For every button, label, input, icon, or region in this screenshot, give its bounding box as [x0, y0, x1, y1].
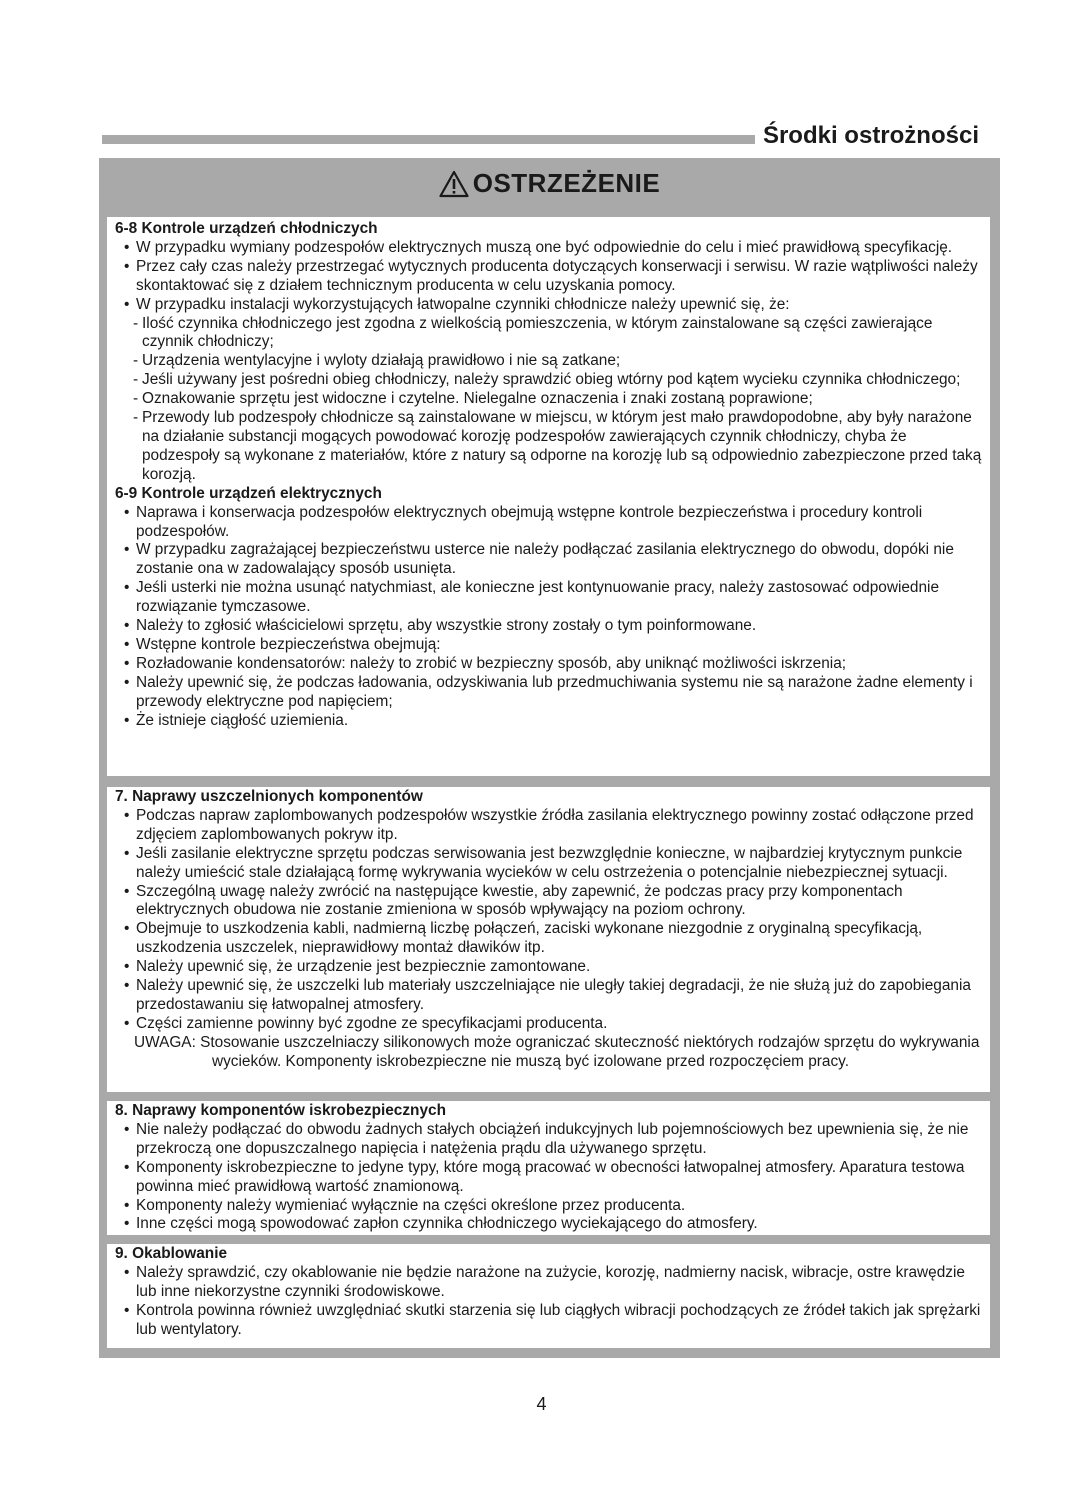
bullet-item: • Części zamienne powinny być zgodne ze specyfikacjami producenta.: [115, 1015, 982, 1034]
bullet-item: • Należy upewnić się, że uszczelki lub materiały uszczelniające nie uległy takiej degradacji, że nie służą już do zapobiegania przedostawaniu się łatwopalnej atmosfery.: [115, 977, 982, 1015]
section-8: [107, 1101, 990, 1235]
bullet-item: • Szczególną uwagę należy zwrócić na następujące kwestie, aby zapewnić, że podczas pracy przy komponentach elektrycznych obudowa nie zostanie zmieniona w sposób wpływający na poziom ochrony.: [115, 883, 982, 921]
dash-item: - Oznakowanie sprzętu jest widoczne i czytelne. Nielegalne oznaczenia i znaki zostaną poprawione;: [115, 390, 982, 409]
bullet-item: • Kontrola powinna również uwzględniać skutki starzenia się lub ciągłych wibracji pochodzących ze źródeł takich jak sprężarki lub wentylatory.: [115, 1302, 982, 1340]
bullet-item: • Podczas napraw zaplombowanych podzespołów wszystkie źródła zasilania elektrycznego powinny zostać odłączone przed zdjęciem zaplombowanych pokryw itp.: [115, 807, 982, 845]
bullet-item: • Wstępne kontrole bezpieczeństwa obejmują:: [115, 636, 982, 655]
bullet-item: • Należy upewnić się, że podczas ładowania, odzyskiwania lub przedmuchiwania systemu nie są narażone żadne elementy i przewody elektryczne pod napięciem;: [115, 674, 982, 712]
header-bar: [102, 135, 755, 144]
dash-item: - Ilość czynnika chłodniczego jest zgodna z wielkością pomieszczenia, w którym zainstalowane są części zawierające czynnik chłodniczy;: [115, 315, 982, 353]
section-heading: 9. Okablowanie: [115, 1245, 228, 1262]
bullet-item: • Należy upewnić się, że urządzenie jest bezpiecznie zamontowane.: [115, 958, 982, 977]
bullet-item: • Nie należy podłączać do obwodu żadnych stałych obciążeń indukcyjnych lub pojemnościowych bez upewnienia się, że nie przekroczą one dopuszczalnego napięcia i natężenia prądu dla używanego sprzętu.: [115, 1121, 982, 1159]
dash-item: - Jeśli używany jest pośredni obieg chłodniczy, należy sprawdzić obieg wtórny pod kątem wycieku czynnika chłodniczego;: [115, 371, 982, 390]
section-heading: 6-9 Kontrole urządzeń elektrycznych: [115, 484, 382, 502]
bullet-item: • Rozładowanie kondensatorów: należy to zrobić w bezpieczny sposób, aby uniknąć możliwości iskrzenia;: [115, 655, 982, 674]
warning-frame: [99, 158, 1000, 1358]
bullet-item: • Jeśli zasilanie elektryczne sprzętu podczas serwisowania jest bezwzględnie konieczne, w najbardziej krytycznym punkcie należy umieścić stale działającą formę wykrywania wycieków w celu ostrzeżenia o potencjalnie niebezpiecznej sytuacji.: [115, 845, 982, 883]
note-text: UWAGA: Stosowanie uszczelniaczy silikonowych może ograniczać skuteczność niektórych rodzajów sprzętu do wykrywania wycieków. Komponenty iskrobezpieczne nie muszą być izolowane przed rozpoczęciem pracy.: [134, 1033, 980, 1070]
bullet-item: • Inne części mogą spowodować zapłon czynnika chłodniczego wyciekającego do atmosfery.: [115, 1215, 982, 1234]
bullet-item: • Jeśli usterki nie można usunąć natychmiast, ale konieczne jest kontynuowanie pracy, należy zastosować odpowiednie rozwiązanie tymczasowe.: [115, 579, 982, 617]
warning-title: OSTRZEŻENIE: [472, 168, 661, 198]
dash-item: - Przewody lub podzespoły chłodnicze są zainstalowane w miejscu, w którym jest mało prawdopodobne, aby były narażone na działanie substancji mogących powodować korozję podzespołów zawierających czynnik chłodniczy, chyba że podzespoły są wykonane z materiałów, które z natury są odporne na korozję lub są odpowiednio zabezpieczone przed taką korozją.: [115, 409, 982, 485]
warning-header: [99, 158, 1000, 209]
section-7: [107, 787, 990, 1092]
bullet-item: • W przypadku instalacji wykorzystujących łatwopalne czynniki chłodnicze należy upewnić się, że:: [115, 296, 982, 315]
section-heading: 8. Naprawy komponentów iskrobezpiecznych: [115, 1102, 446, 1119]
warning-triangle-icon: [439, 170, 469, 198]
bullet-item: • Komponenty iskrobezpieczne to jedyne typy, które mogą pracować w obecności łatwopalnej atmosfery. Aparatura testowa powinna mieć prawidłową wartość znamionową.: [115, 1159, 982, 1197]
section-heading: 6-8 Kontrole urządzeń chłodniczych: [115, 220, 378, 237]
bullet-item: • Obejmuje to uszkodzenia kabli, nadmierną liczbę połączeń, zaciski wykonane niezgodnie z oryginalną specyfikacją, uszkodzenia uszczelek, nieprawidłowy montaż dławików itp.: [115, 920, 982, 958]
bullet-item: • Przez cały czas należy przestrzegać wytycznych producenta dotyczących konserwacji i serwisu. W razie wątpliwości należy skontaktować się z działem technicznym producenta w celu uzyskania pomocy.: [115, 258, 982, 296]
bullet-item: • Naprawa i konserwacja podzespołów elektrycznych obejmują wstępne kontrole bezpieczeństwa i procedury kontroli podzespołów.: [115, 504, 982, 542]
bullet-item: • Komponenty należy wymieniać wyłącznie na części określone przez producenta.: [115, 1197, 982, 1216]
bullet-item: • Że istnieje ciągłość uziemienia.: [115, 712, 982, 731]
section-heading: 7. Naprawy uszczelnionych komponentów: [115, 788, 423, 805]
section-9: [107, 1244, 990, 1348]
section-6-8-6-9: [107, 217, 990, 776]
bullet-item: • W przypadku wymiany podzespołów elektrycznych muszą one być odpowiednie do celu i mieć prawidłową specyfikację.: [115, 239, 982, 258]
bullet-item: • Należy to zgłosić właścicielowi sprzętu, aby wszystkie strony zostały o tym poinformowane.: [115, 617, 982, 636]
page-number: 4: [536, 1394, 547, 1414]
page-title: Środki ostrożności: [762, 122, 979, 149]
bullet-item: • Należy sprawdzić, czy okablowanie nie będzie narażone na zużycie, korozję, nadmierny nacisk, wibracje, ostre krawędzie lub inne niekorzystne czynniki środowiskowe.: [115, 1264, 982, 1302]
dash-item: - Urządzenia wentylacyjne i wyloty działają prawidłowo i nie są zatkane;: [115, 352, 982, 371]
bullet-item: • W przypadku zagrażającej bezpieczeństwu usterce nie należy podłączać zasilania elektrycznego do obwodu, dopóki nie zostanie ona w zadowalający sposób usunięta.: [115, 541, 982, 579]
